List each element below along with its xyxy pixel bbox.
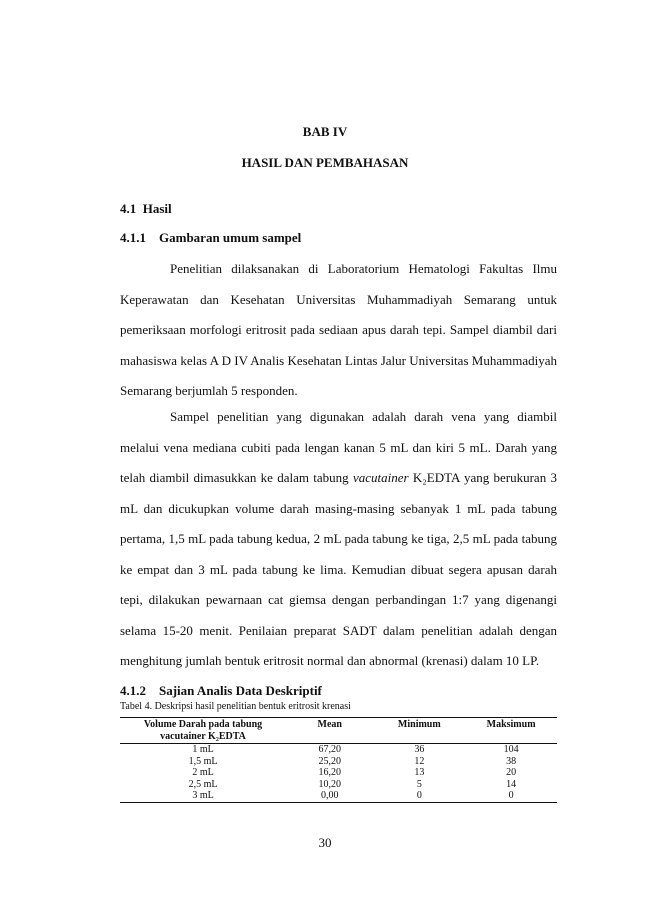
table-cell: 0,00 [286, 790, 373, 802]
table-cell: 3 mL [120, 790, 286, 802]
table-row [120, 767, 557, 779]
chapter-number: BAB IV [302, 124, 348, 139]
table-row [120, 756, 557, 768]
paragraph-2 [120, 402, 557, 677]
table-cell: 1 mL [192, 744, 214, 755]
table-header-row [120, 718, 557, 744]
chapter-title: HASIL DAN PEMBAHASAN [241, 155, 409, 170]
table-row [120, 779, 557, 791]
header-mean: Mean [286, 718, 373, 744]
table-cell: 1,5 mL [188, 755, 218, 767]
table-cell: 16,20 [318, 767, 341, 778]
table-cell: 25,20 [318, 755, 341, 767]
table-cell: 0 [373, 790, 465, 802]
page-number: 30 [318, 835, 332, 850]
table-cell: 2 mL [192, 767, 214, 778]
table-cell: 12 [414, 755, 425, 767]
table-cell: 2,5 mL [188, 778, 218, 790]
table-cell: 67,20 [318, 744, 341, 755]
paragraph-2-italic: vacutainer [352, 470, 409, 485]
subsection-heading-2: 4.1.2 Sajian Analis Data Deskriptif [120, 683, 322, 698]
table-cell: 0 [465, 790, 557, 802]
results-table [120, 717, 557, 803]
table-cell: 14 [506, 778, 517, 790]
table-cell: 5 [416, 778, 422, 790]
header-minimum: Minimum [373, 718, 465, 744]
table-row [120, 790, 557, 802]
paragraph-2-text-a: Sampel penelitian yang digunakan adalah darah vena yang diambil melalui vena mediana cubiti pada lengan kanan 5 mL dan kiri 5 mL. Darah yang telah diambil dimasukkan ke dalam tabung [120, 409, 557, 485]
table-cell: 38 [506, 755, 517, 767]
paragraph-1-text: Penelitian dilaksanakan di Laboratorium Hematologi Fakultas Ilmu Keperawatan dan Kesehatan Universitas Muhammadiyah Semarang untuk pemeriksaan morfologi eritrosit pada sediaan apus darah tepi. Sampel diambil dari mahasiswa kelas A D IV Analis Kesehatan Lintas Jalur Universitas Muhammadiyah Semarang berjumlah 5 responden. [120, 261, 557, 398]
table-cell: 104 [503, 744, 519, 755]
paragraph-2-text-b: K₂EDTA yang berukuran 3 mL dan dicukupkan volume darah masing-masing sebanyak 1 mL pada tabung pertama, 1,5 mL pada tabung kedua, 2 mL pada tabung ke tiga, 2,5 mL pada tabung ke empat dan 3 mL pada tabung ke lima. Kemudian dibuat segera apusan darah tepi, dilakukan pewarnaan cat giemsa dengan perbandingan 1:7 yang digenangi selama 15-20 menit. Penilaian preparat SADT dalam penelitian adalah dengan menghitung jumlah bentuk eritrosit normal dan abnormal (krenasi) dalam 10 LP. [120, 470, 557, 668]
table-row [120, 744, 557, 756]
section-heading: 4.1 Hasil [120, 201, 172, 216]
table-cell: 10,20 [318, 778, 341, 790]
table-cell: 13 [414, 767, 425, 778]
paragraph-1 [120, 254, 557, 407]
header-volume: Volume Darah pada tabung vacutainer K₂EDTA [120, 718, 286, 744]
header-maximum: Maksimum [465, 718, 557, 744]
table-cell: 20 [506, 767, 517, 778]
subsection-heading-1: 4.1.1 Gambaran umum sampel [120, 230, 302, 245]
table-cell: 36 [414, 744, 425, 755]
table-caption: Tabel 4. Deskripsi hasil penelitian bentuk eritrosit krenasi [120, 701, 351, 712]
